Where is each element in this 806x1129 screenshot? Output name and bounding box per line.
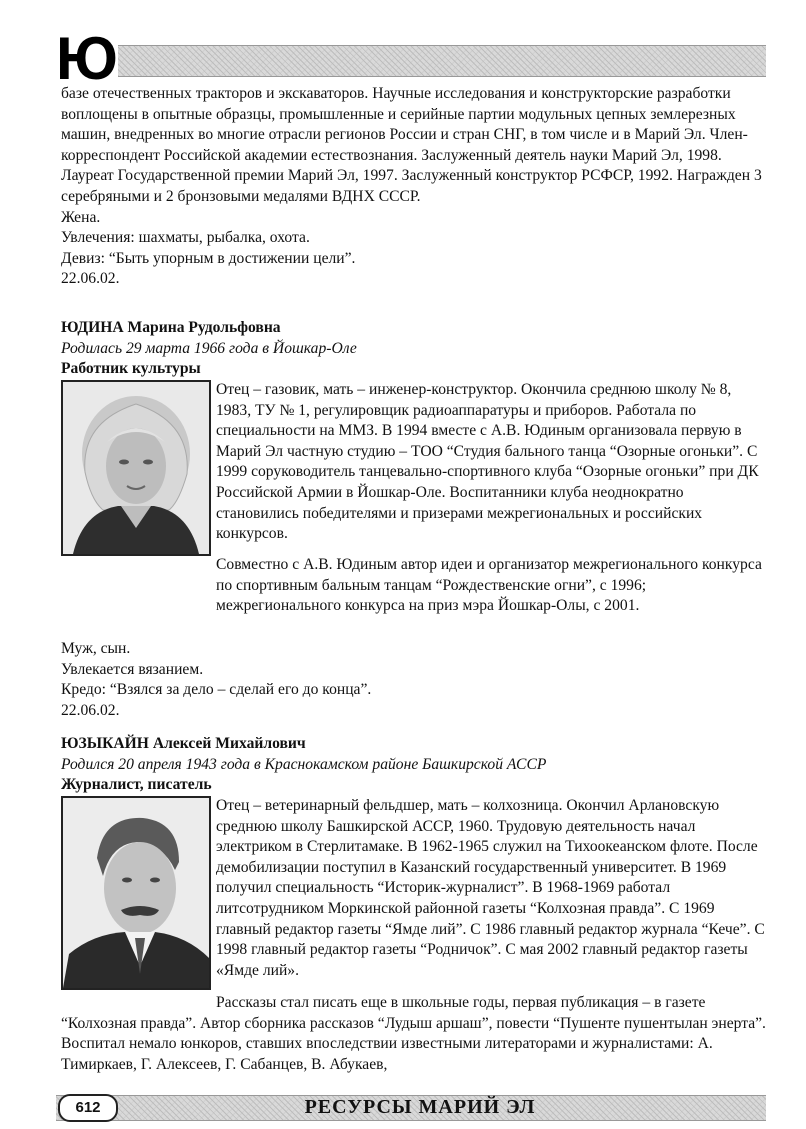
entry-yudina-header [61,318,767,380]
page-number: 612 [58,1094,118,1122]
running-title: РЕСУРСЫ МАРИЙ ЭЛ [304,1096,536,1118]
prev-entry-family: Жена. [61,208,101,226]
prev-entry-date: 22.06.02. [61,270,120,288]
entry-role: Журналист, писатель [61,776,212,794]
prev-entry [61,84,767,290]
prev-entry-motto: Девиз: “Быть упорным в достижении цели”. [61,249,356,267]
entry-birth: Родился 20 апреля 1943 года в Краснокамском районе Башкирской АССР [61,755,547,773]
entry-yudina-bio-cont [216,555,768,617]
portrait-photo [61,380,211,556]
portrait-man-image [63,798,209,988]
section-letter: Ю [56,25,118,92]
entry-bio-paragraph: Отец – газовик, мать – инженер-конструктор. Окончила среднюю школу № 8, 1983, ТУ № 1, регулировщик радиоаппаратуры и приборов. Работала по специальности на ММЗ. В 1994 вместе с А.В. Юдиным организовала первую в Марий Эл частную студию – ТОО “Студия бального танца “Озорные огоньки”. С 1999 соруководитель танцевально-спортивного клуба “Озорные огоньки” при ДК Российской Армии в Йошкар-Оле. Воспитанники клуба неоднократно становились победителями и призерами межрегиональных и российских конкурсов. [216,381,759,543]
entry-name: ЮЗЫКАЙН Алексей Михайлович [61,735,306,752]
entry-family: Муж, сын. [61,640,131,657]
entry-yuzykain-header [61,734,767,796]
portrait-woman-image [63,382,209,554]
entry-credo: Кредо: “Взялся за дело – сделай его до конца”. [61,681,372,699]
prev-entry-hobbies: Увлечения: шахматы, рыбалка, охота. [61,229,310,247]
portrait-photo [61,796,211,990]
entry-date: 22.06.02. [61,701,120,719]
header-decorative-band [118,45,766,77]
entry-birth: Родилась 29 марта 1966 года в Йошкар-Оле [61,339,357,357]
entry-role: Работник культуры [61,360,201,378]
entry-bio-paragraph-2: Рассказы стал писать еще в школьные годы, первая публикация – в газете “Колхозная правда”. Автор сборника рассказов “Лудыш аршаш”, повести “Пушенте пушентылан энерта”. Воспитал немало юнкоров, ставших впоследствии известными литераторами и журналистами: А. Тимиркаев, Г. Алексеев, Г. Сабанцев, В. Абукаев, [61,994,766,1073]
entry-yudina-bio-wrapped [216,380,768,545]
entry-yuzykain-bio-cont [61,993,767,1075]
entry-bio-paragraph: Отец – ветеринарный фельдшер, мать – колхозница. Окончил Арлановскую среднюю школу Башкирской АССР, 1960. Трудовую деятельность начал электриком в Стерлитамаке. В 1962-1965 служил на Тихоокеанском флоте. После демобилизации поступил в Казанский государственный университет. В 1969 получил специальность “Историк-журналист”. В 1968-1969 работал литсотрудником Моркинской районной газеты “Колхозная правда”. С 1969 главный редактор газеты “Ямде лий”. С 1986 главный редактор журнала “Кече”. С 1998 главный редактор газеты “Родничок”. С мая 2002 главный редактор газеты «Ямде лий». [216,797,765,979]
entry-name: ЮДИНА Марина Рудольфовна [61,319,281,336]
entry-yudina-tail [61,639,767,721]
entry-hobby: Увлекается вязанием. [61,660,204,678]
entry-bio-paragraph-2-start: Совместно с А.В. Юдиным автор идеи и организатор межрегионального конкурса по спортивным бальным танцам “Рождественские огни”, с 1996; межрегионального конкурса на приз мэра Йошкар-Олы, с 2001. [216,556,762,615]
prev-entry-bio: базе отечественных тракторов и экскаваторов. Научные исследования и конструкторские разработки воплощены в опытные образцы, промышленные и серийные партии модульных цепных землерезных машин, внедренных во многие отрасли регионов России и стран СНГ, в том числе и в Марий Эл. Член-корреспондент Российской академии естествознания. Заслуженный деятель науки Марий Эл, 1998. Лауреат Государственной премии Марий Эл, 1997. Заслуженный конструктор РСФСР, 1992. Награжден 3 серебряными и 2 бронзовыми медалями ВДНХ СССР. [61,85,762,205]
entry-yuzykain-bio-wrapped [216,796,768,981]
